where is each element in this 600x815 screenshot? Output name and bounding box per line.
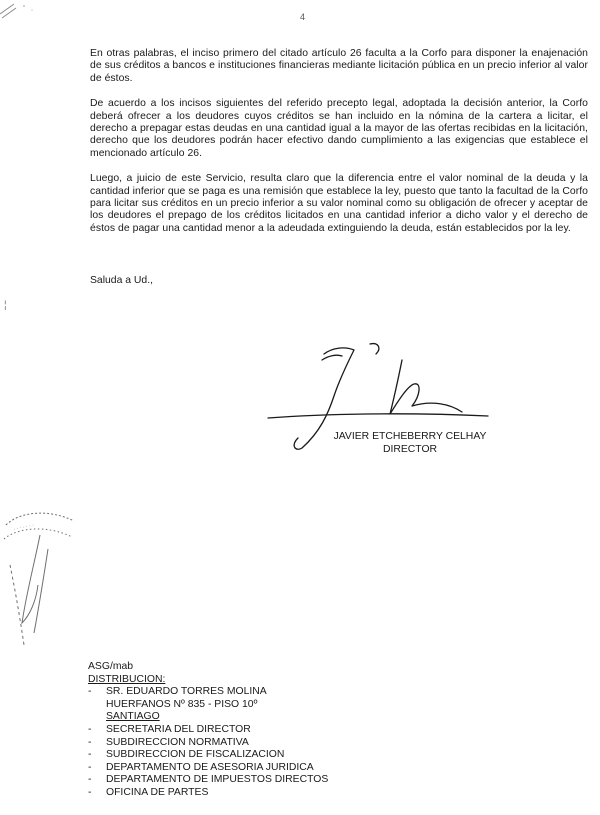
author-initials: ASG/mab <box>88 661 134 672</box>
list-bullet: - <box>88 723 92 735</box>
signer-name: JAVIER ETCHEBERRY CELHAY <box>333 431 487 442</box>
letter-body <box>90 48 588 248</box>
list-bullet: - <box>88 761 92 773</box>
list-item-label: SECRETARIA DEL DIRECTOR <box>106 723 251 735</box>
signer-title: DIRECTOR <box>382 444 438 455</box>
list-bullet: - <box>88 749 92 761</box>
list-item <box>88 787 328 800</box>
closing-salutation: Saluda a Ud., <box>90 275 153 286</box>
recipient-city: SANTIAGO <box>106 711 160 723</box>
svg-text:· · · · · · ·: · · · · · · · <box>13 522 35 533</box>
recipient-name: SR. EDUARDO TORRES MOLINA <box>106 686 267 698</box>
distribution-recipient <box>88 686 328 724</box>
list-item <box>88 724 328 737</box>
list-bullet: - <box>88 736 92 748</box>
recipient-address: HUERFANOS Nº 835 - PISO 10º <box>106 698 258 710</box>
list-item-label: DEPARTAMENTO DE ASESORIA JURIDICA <box>106 761 314 773</box>
list-item <box>88 749 328 762</box>
paragraph-3: Luego, a juicio de este Servicio, resulta claro que la diferencia entre el valor nominal de la deuda y la cantidad inferior que se paga es una remisión que establece la ley, puesto que tanto la facultad de la Corfo para licitar sus créditos en un precio inferior a su valor nominal como su obligación de ofrecer y aceptar de los deudores el prepago de los créditos licitados en una cantidad inferior a dicho valor y el derecho de éstos de pagar una cantidad menor a la adeudada extinguiendo la deuda, están establecidos por la ley. <box>90 173 588 234</box>
list-item <box>88 762 328 775</box>
distribution-heading: DISTRIBUCION: <box>88 673 166 685</box>
list-bullet: - <box>88 686 92 698</box>
list-item-label: SUBDIRECCION NORMATIVA <box>106 736 249 748</box>
list-bullet: - <box>88 786 92 798</box>
signer-block <box>300 430 520 456</box>
list-item-label: DEPARTAMENTO DE IMPUESTOS DIRECTOS <box>106 774 329 786</box>
list-item-label: SUBDIRECCION DE FISCALIZACION <box>106 749 285 761</box>
scan-corner-mark <box>0 0 40 22</box>
distribution-footer <box>88 661 328 800</box>
distribution-list <box>88 686 328 799</box>
list-bullet: - <box>88 774 92 786</box>
list-item <box>88 774 328 787</box>
page-number: 4 <box>300 12 306 22</box>
official-stamp <box>0 505 80 655</box>
list-item <box>88 737 328 750</box>
paragraph-1: En otras palabras, el inciso primero del citado artículo 26 faculta a la Corfo para disponer la enajenación de sus créditos a bancos e instituciones financieras mediante licitación pública en un precio inferior al valor de éstos. <box>90 48 588 84</box>
margin-mark: ¦ <box>4 300 7 311</box>
paragraph-2: De acuerdo a los incisos siguientes del referido precepto legal, adoptada la decisión anterior, la Corfo deberá ofrecer a los deudores cuyos créditos se han incluido en la nómina de la cartera a licitar, el derecho a prepagar estas deudas en una cantidad igual a la mayor de las ofertas recibidas en la licitación, derecho que los deudores podrán hacer efectivo dando cumplimiento a las exigencias que establece el mencionado artículo 26. <box>90 98 588 159</box>
list-item-label: OFICINA DE PARTES <box>106 786 209 798</box>
